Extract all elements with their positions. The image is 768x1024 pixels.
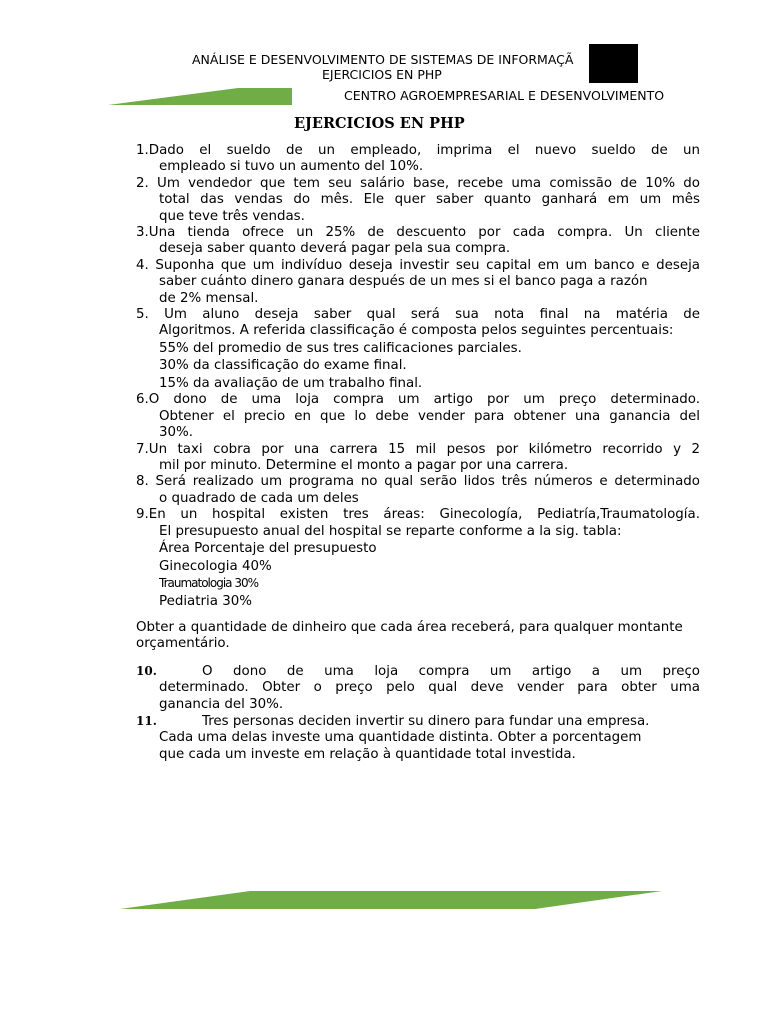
list-item: Pediatria 30%: [159, 593, 252, 609]
page-title: EJERCICIOS EN PHP: [294, 115, 465, 132]
header-line-3: CENTRO AGROEMPRESARIAL E DESENVOLVIMENTO: [344, 88, 665, 103]
exercise-6: 6.O dono de uma loja compra um artigo por um preço determinado. Obtener el precio en que lo debe vender para obtener una ganancia del 30%.: [136, 392, 700, 441]
list-item: 15% da avaliação de um trabalho final.: [159, 375, 423, 391]
exercise-list: [136, 143, 700, 763]
exercise-7: 7.Un taxi cobra por una carrera 15 mil pesos por kilómetro recorrido y 2 mil por minuto. Determine el monto a pagar por una carrera.: [136, 441, 700, 473]
footer-green-band: [120, 891, 662, 909]
list-item: 30% da classificação do exame final.: [159, 358, 407, 374]
list-item: Ginecologia 40%: [159, 558, 272, 574]
exercise-10: 10. O dono de uma loja compra um artigo a um preço determinado. Obter o preço pelo qual deve vender para obter uma ganancia del 30%.: [136, 663, 700, 712]
exercise-11: 11. Tres personas deciden invertir su dinero para fundar una empresa. Cada uma delas investe uma quantidade distinta. Obter a porcentagem que cada um investe em relação à quantidade total investida.: [136, 714, 650, 762]
exercise-4: 4. Suponha que um indivíduo deseja investir seu capital em um banco e deseja saber cuánto dinero ganara después de un mes si el banco paga a razón de 2% mensal.: [136, 257, 700, 306]
exercise-1: 1.Dado el sueldo de un empleado, imprima el nuevo sueldo de un empleado si tuvo un aumento del 10%.: [136, 143, 700, 175]
exercise-number: 10.: [136, 663, 157, 678]
list-item: Traumatologia 30%: [159, 576, 259, 591]
header-line-2: EJERCICIOS EN PHP: [322, 67, 442, 82]
exercise-8: 8. Será realizado um programa no qual serão lidos três números e determinado o quadrado de cada um deles: [136, 474, 700, 506]
exercise-number: 11.: [136, 714, 157, 729]
list-item: Área Porcentaje del presupuesto: [159, 541, 377, 557]
header-green-wedge: [108, 88, 292, 105]
exercise-2: 2. Um vendedor que tem seu salário base, recebe uma comissão de 10% do total das vendas do mês. Ele quer saber quanto ganhará em um mês que teve três vendas.: [136, 175, 700, 224]
exercise-9: 9.En un hospital existen tres áreas: Ginecología, Pediatría,Traumatología. El presupuesto anual del hospital se reparte conforme a la sig. tabla: Área Porcentaje del presupuesto Ginecologia 40% Traumatologia 30% Pediatria 30%: [136, 507, 700, 609]
list-item: 55% del promedio de sus tres calificaciones parciales.: [159, 340, 522, 356]
exercise-3: 3.Una tienda ofrece un 25% de descuento por cada compra. Un cliente deseja saber quanto deverá pagar pela sua compra.: [136, 225, 700, 257]
header-black-box: [589, 44, 638, 83]
exercise-9-note: Obter a quantidade de dinheiro que cada área receberá, para qualquer montante orçamentário.: [136, 620, 683, 652]
exercise-5: 5. Um aluno deseja saber qual será sua nota final na matéria de Algoritmos. A referida classificação é composta pelos seguintes percentuais: 55% del promedio de sus tres calificaciones parciales. 30% da classificação do exame final. 15% da avaliação de um trabalho final.: [136, 307, 700, 391]
header-line-1: ANÁLISE E DESENVOLVIMENTO DE SISTEMAS DE INFORMAÇÃ: [192, 52, 574, 67]
